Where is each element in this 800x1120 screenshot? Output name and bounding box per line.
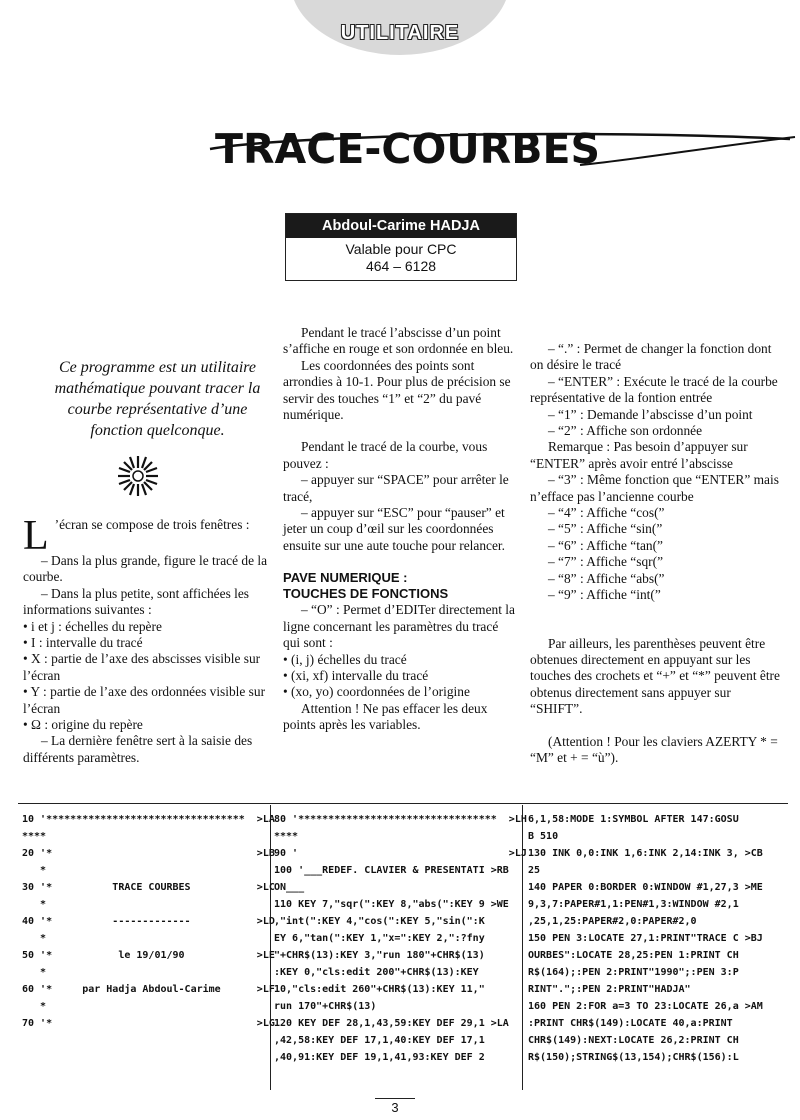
col1-paragraph-4: – La dernière fenêtre sert à la saisie des différents paramètres. <box>23 733 253 765</box>
col3-paragraph-7: Par ailleurs, les parenthèses peuvent être obtenues directement en appuyant sur les touches des crochets et “+” et “*” peuvent être obtenus directement sans appuyer sur “SHIFT”. <box>530 635 780 717</box>
col2-paragraph-1: Pendant le tracé l’abscisse d’un point s’affiche en rouge et son ordonnée en bleu. <box>283 325 514 357</box>
page-number-rule <box>375 1098 415 1099</box>
col1-paragraph-3: – Dans la plus petite, sont affichées les informations suivantes : <box>23 585 249 618</box>
title-block <box>0 125 800 185</box>
intro-text: Ce programme est un utilitaire mathématique pouvant tracer la courbe représentative d’une fonction quelconque. <box>54 359 261 439</box>
col3-key-item: – “8” : Affiche “abs(” <box>548 570 665 586</box>
section-heading: TOUCHES DE FONCTIONS <box>283 586 449 602</box>
section-heading: PAVE NUMERIQUE : <box>283 570 408 586</box>
author-box <box>285 213 517 281</box>
col3-paragraph-2: – “ENTER” : Exécute le tracé de la courbe représentative de la fontion entrée <box>530 373 778 406</box>
col1-bullet: • Y : partie de l’axe des ordonnées visible sur l’écran <box>23 684 266 716</box>
listing-top-rule <box>18 803 788 804</box>
code-listing-column-3: 6,1,58:MODE 1:SYMBOL AFTER 147:GOSU B 510 130 INK 0,0:INK 1,6:INK 2,14:INK 3, >CB 25 140 PAPER 0:BORDER 0:WINDOW #1,27,3 >ME 9,3,7:PAPER#1,1:PEN#1,3:WINDOW #2,1 ,25,1,25:PAPER#2,0:PAPER#2,0 150 PEN 3:LOCATE 27,1:PRINT"TRACE C >BJ OURBES":LOCATE 28,25:PEN 1:PRINT CH R$(164);:PEN 2:PRINT"1990";:PEN 3:P RINT".";:PEN 2:PRINT"HADJA" 160 PEN 2:FOR a=3 TO 23:LOCATE 26,a >AM :PRINT CHR$(149):LOCATE 40,a:PRINT CHR$(149):NEXT:LOCATE 26,2:PRINT CH R$(150);STRING$(13,154);CHR$(156):L <box>528 814 763 1063</box>
page-number: 3 <box>391 1100 399 1115</box>
col3-key-item: – “5” : Affiche “sin(” <box>548 521 663 537</box>
drop-cap: L <box>23 513 49 559</box>
col2-bullet: • (xo, yo) coordonnées de l’origine <box>283 684 470 700</box>
col1-paragraph-1: ’écran se compose de trois fenêtres : <box>54 517 250 532</box>
col3-paragraph-6: – “3” : Même fonction que “ENTER” mais n’efface pas l’ancienne courbe <box>530 472 779 504</box>
body-column-2 <box>283 325 518 734</box>
col1-paragraph-2: – Dans la plus grande, figure le tracé de la courbe. <box>23 553 268 585</box>
code-listing-column-1: 10 '********************************* >LA **** 20 '* >LB * 30 '* TRACE COURBES >LC * 40 '* ------------- >LD * 50 '* le 19/01/90 >LE * 60 '* par Hadja Abdoul-Carime >LF * 70 '* >LG <box>22 814 275 1029</box>
compatibility-line-1: Valable pour CPC <box>345 241 457 257</box>
col2-bullet: • (xi, xf) intervalle du tracé <box>283 667 429 683</box>
col3-paragraph-3: – “1” : Demande l’abscisse d’un point <box>548 406 753 422</box>
col3-key-item: – “4” : Affiche “cos(” <box>548 505 665 521</box>
col2-paragraph-3: Pendant le tracé de la courbe, vous pouvez : <box>283 439 488 471</box>
col2-paragraph-7: Attention ! Ne pas effacer les deux points après les variables. <box>283 700 488 733</box>
col1-bullet: • Ω : origine du repère <box>23 717 143 733</box>
col2-paragraph-4: – appuyer sur “SPACE” pour arrêter le tracé, <box>283 472 509 504</box>
col3-key-item: – “7” : Affiche “sqr(” <box>548 554 664 570</box>
col1-bullet: • i et j : échelles du repère <box>23 618 162 634</box>
body-column-3 <box>530 341 780 766</box>
sun-ornament-icon <box>116 454 160 498</box>
col2-paragraph-5: – appuyer sur “ESC” pour “pauser” et jeter un coup d’œil sur les coordonnées ensuite sur une aute touche pour relancer. <box>283 505 505 553</box>
col1-bullet: • X : partie de l’axe des abscisses visible sur l’écran <box>23 651 261 683</box>
col2-bullet: • (i, j) échelles du tracé <box>283 651 407 667</box>
col3-key-item: – “9” : Affiche “int(” <box>548 587 661 603</box>
author-name: Abdoul-Carime HADJA <box>286 214 516 238</box>
col3-paragraph-8: (Attention ! Pour les claviers AZERTY * = “M” et + = “ù”). <box>530 733 778 765</box>
section-label: UTILITAIRE <box>340 22 460 44</box>
body-column-1 <box>23 513 268 766</box>
col2-paragraph-6: – “O” : Permet d’EDITer directement la ligne concernant les paramètres du tracé qui sont : <box>283 602 515 651</box>
col3-paragraph-1: – “.” : Permet de changer la fonction dont on désire le tracé <box>530 341 772 373</box>
article-title: TRACE-COURBES <box>215 125 600 173</box>
col1-bullet: • I : intervalle du tracé <box>23 635 143 651</box>
col3-paragraph-4: – “2” : Affiche son ordonnée <box>548 423 703 439</box>
code-listing-column-2: 80 '********************************* >LH **** 90 ' >LJ 100 '___REDEF. CLAVIER & PRESENTATI >RB ON___ 110 KEY 7,"sqr(":KEY 8,"abs(":KEY 9 >WE ,"int(":KEY 4,"cos(":KEY 5,"sin(":K EY 6,"tan(":KEY 1,"x=":KEY 2,":?fny "+CHR$(13):KEY 3,"run 180"+CHR$(13) :KEY 0,"cls:edit 200"+CHR$(13):KEY 10,"cls:edit 260"+CHR$(13):KEY 11," run 170"+CHR$(13) 120 KEY DEF 28,1,43,59:KEY DEF 29,1 >LA ,42,58:KEY DEF 17,1,40:KEY DEF 17,1 ,40,91:KEY DEF 19,1,41,93:KEY DEF 2 <box>274 814 527 1063</box>
compatibility-line-2: 464 – 6128 <box>365 258 437 274</box>
col2-paragraph-2: Les coordonnées des points sont arrondies à 10-1. Pour plus de précision se servir des touches “1” et “2” du pavé numérique. <box>283 357 511 423</box>
col3-paragraph-5: Remarque : Pas besoin d’appuyer sur “ENTER” après avoir entré l’abscisse <box>530 439 748 471</box>
col3-key-item: – “6” : Affiche “tan(” <box>548 537 664 553</box>
